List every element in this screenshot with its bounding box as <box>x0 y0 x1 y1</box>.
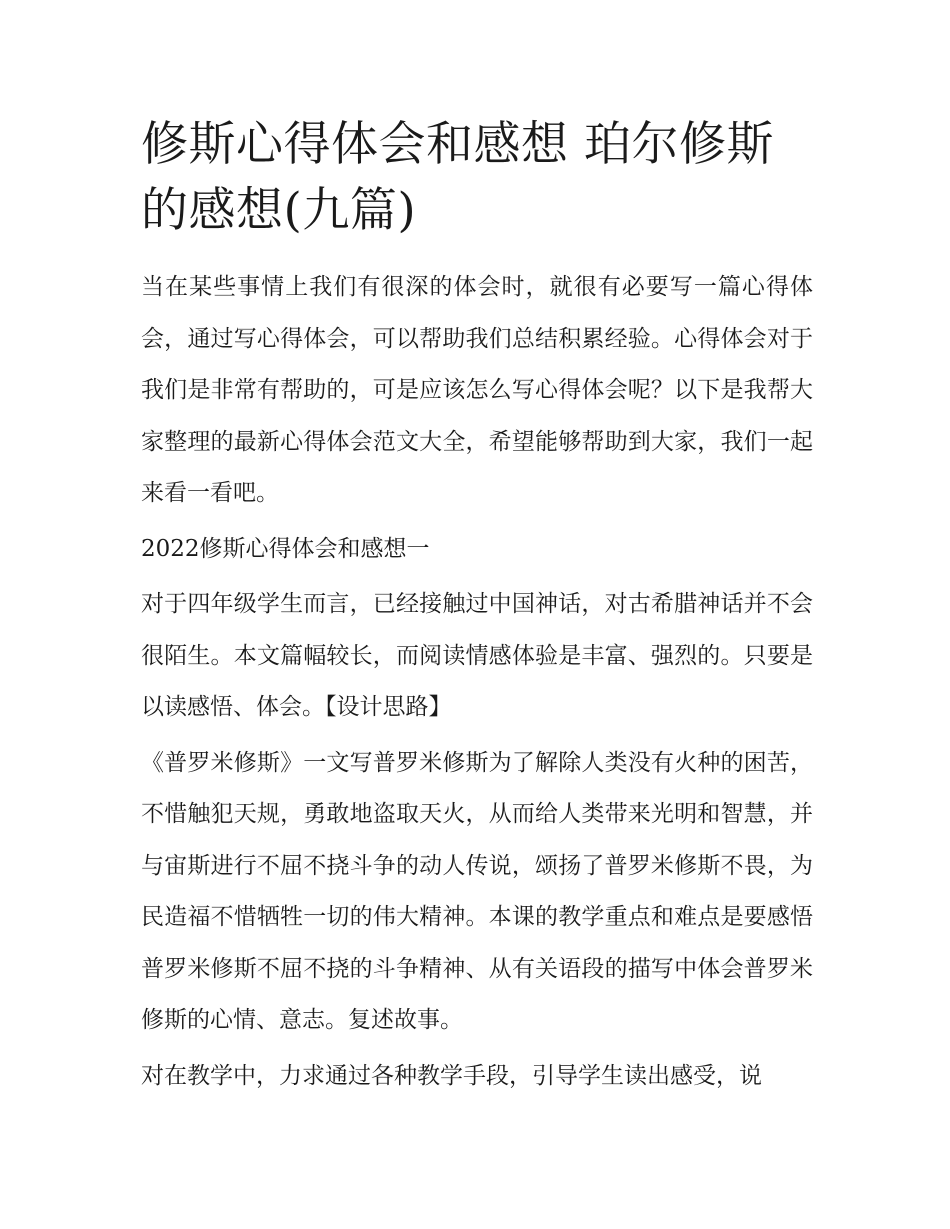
intro-paragraph: 当在某些事情上我们有很深的体会时，就很有必要写一篇心得体会，通过写心得体会，可以帮助我们总结积累经验。心得体会对于我们是非常有帮助的，可是应该怎么写心得体会呢？以下是我帮大家整理的最新心得体会范文大全，希望能够帮助到大家，我们一起来看一看吧。 <box>141 274 813 506</box>
document-title: 修斯心得体会和感想 珀尔修斯的感想(九篇) <box>141 117 774 238</box>
body-paragraph: 对于四年级学生而言，已经接触过中国神话，对古希腊神话并不会很陌生。本文篇幅较长，而阅读情感体验是丰富、强烈的。只要是以读感悟、体会。【设计思路】 <box>141 591 813 720</box>
document-page <box>141 112 813 1102</box>
body-paragraph: 对在教学中，力求通过各种教学手段，引导学生读出感受，说 <box>141 1062 762 1089</box>
body-paragraph: 《普罗米修斯》一文写普罗米修斯为了解除人类没有火种的困苦，不惜触犯天规，勇敢地盗取天火，从而给人类带来光明和智慧，并与宙斯进行不屈不挠斗争的动人传说，颂扬了普罗米修斯不畏，为民造福不惜牺牲一切的伟大精神。本课的教学重点和难点是要感悟普罗米修斯不屈不挠的斗争精神、从有关语段的描写中体会普罗米修斯的心情、意志。复述故事。 <box>141 749 813 1033</box>
section-heading: 2022修斯心得体会和感想一 <box>141 535 430 562</box>
